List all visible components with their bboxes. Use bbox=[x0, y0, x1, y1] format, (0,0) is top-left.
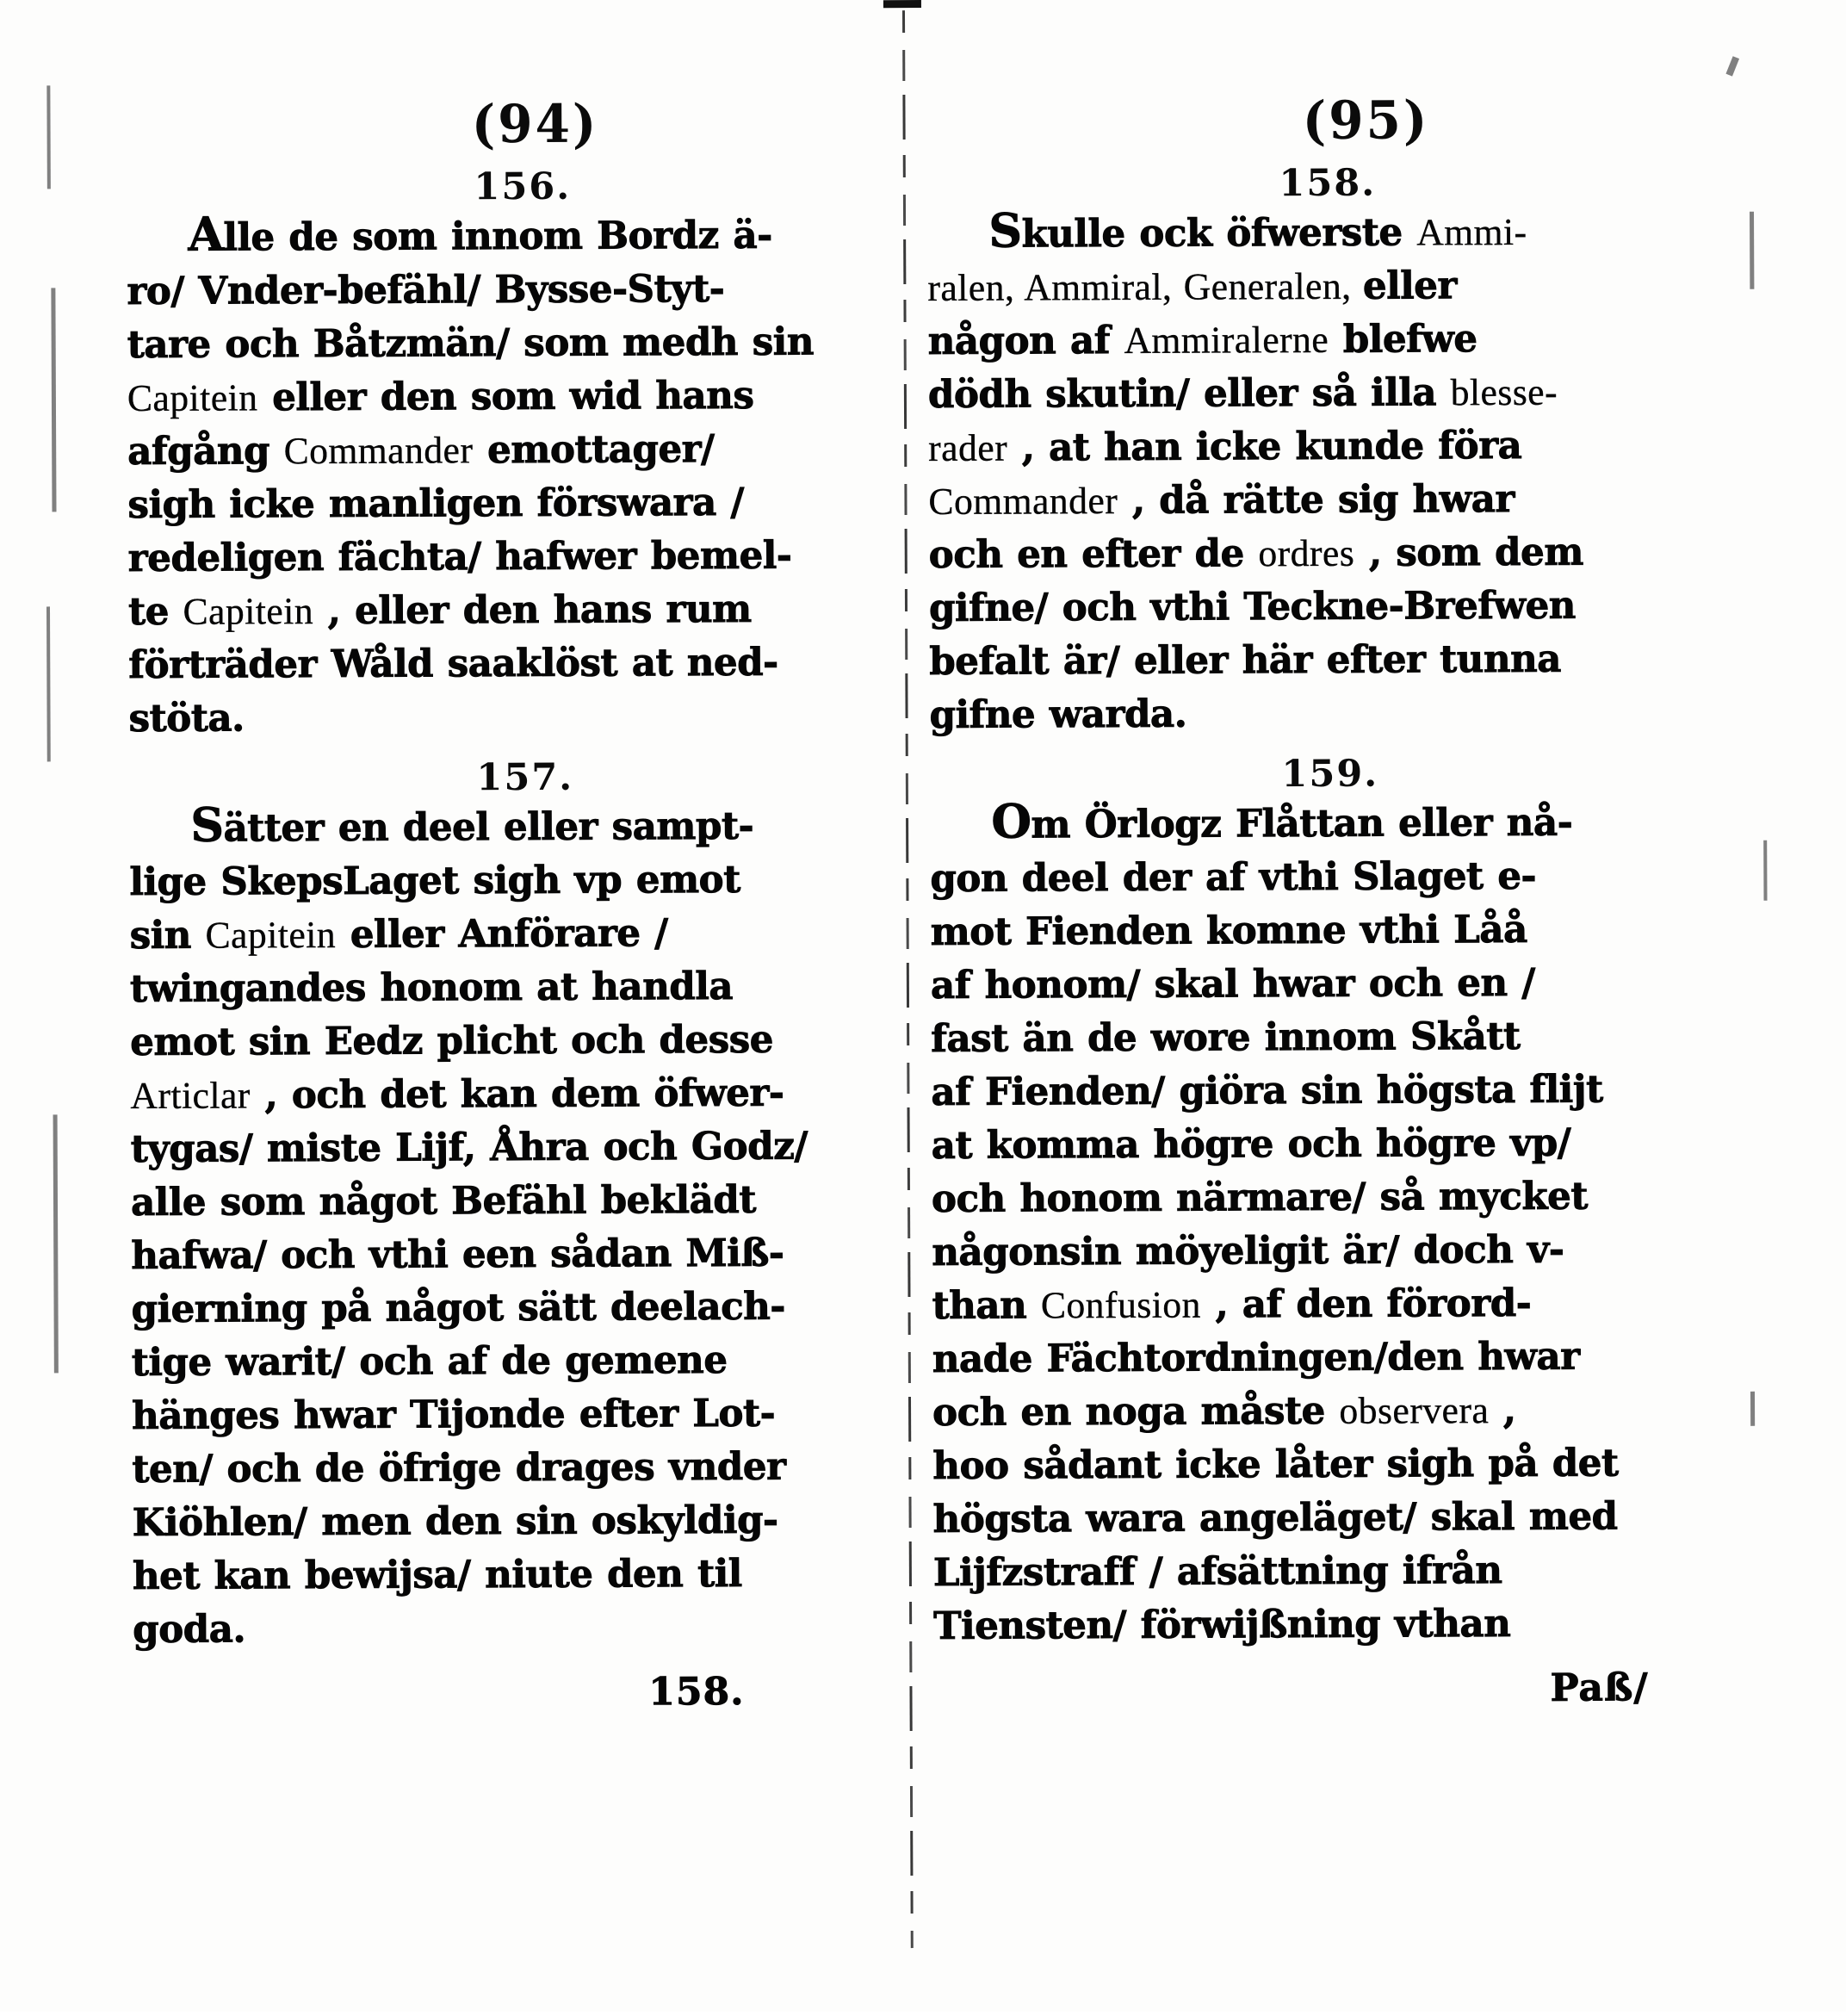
antiqua-word: blesse- bbox=[1450, 370, 1558, 414]
text-line bbox=[932, 1383, 1700, 1440]
fraktur-run: Sätter en deel eller sampt- bbox=[190, 797, 754, 853]
paragraph-initial-capital: S bbox=[190, 797, 224, 853]
column-divider-rule bbox=[902, 10, 914, 1948]
fraktur-run: at komma högre och högre vp/ bbox=[931, 1120, 1571, 1168]
text-line bbox=[929, 685, 1696, 742]
text-line bbox=[131, 1226, 881, 1283]
fraktur-run: afgång bbox=[127, 429, 284, 475]
text-line bbox=[127, 262, 877, 319]
text-line bbox=[128, 689, 878, 746]
text-line bbox=[933, 1597, 1700, 1653]
fraktur-run: stöta. bbox=[128, 696, 245, 741]
fraktur-run: högsta wara angeläget/ skal med bbox=[932, 1494, 1618, 1541]
scan-edge-speck bbox=[46, 606, 51, 761]
article-body bbox=[129, 799, 883, 1657]
fraktur-run: Lijfzstraff / afsättning ifrån bbox=[932, 1548, 1502, 1595]
fraktur-run: lige SkepsLaget sigh vp emot bbox=[129, 857, 740, 905]
fraktur-run: Om Örlogz Flåttan eller nå- bbox=[991, 793, 1573, 849]
fraktur-run: dödh skutin/ eller så illa bbox=[927, 370, 1451, 417]
fraktur-run: gon deel der af vthi Slaget e- bbox=[930, 853, 1537, 901]
fraktur-run: te bbox=[127, 589, 183, 635]
text-line bbox=[929, 579, 1696, 636]
scan-edge-speck bbox=[51, 288, 56, 512]
scan-edge-speck bbox=[1750, 1392, 1755, 1426]
antiqua-word: Ammiralerne bbox=[1124, 318, 1329, 362]
catchword-left: 158. bbox=[648, 1669, 745, 1715]
text-line bbox=[132, 1493, 882, 1550]
text-line bbox=[132, 1440, 882, 1497]
text-line bbox=[130, 1013, 880, 1070]
text-line bbox=[132, 1386, 882, 1443]
page-number-right: (95) bbox=[1302, 89, 1430, 152]
article-body bbox=[930, 793, 1700, 1653]
fraktur-run: gierning på något sätt deelach- bbox=[131, 1284, 786, 1332]
fraktur-run: alle som något Befähl beklädt bbox=[130, 1177, 756, 1225]
fraktur-run: gifne/ och vthi Teckne-Brefwen bbox=[928, 583, 1577, 630]
text-line bbox=[931, 1063, 1698, 1120]
fraktur-run: Kiöhlen/ men den sin oskyldig- bbox=[132, 1498, 778, 1546]
text-line bbox=[931, 956, 1698, 1013]
text-line bbox=[127, 475, 877, 532]
text-line bbox=[129, 799, 879, 856]
text-line bbox=[131, 1173, 881, 1230]
fraktur-run: twingandes honom at handla bbox=[129, 964, 734, 1012]
article-number: 158. bbox=[1279, 161, 1377, 206]
fraktur-run: Alle de som innom Bordz ä- bbox=[188, 206, 772, 262]
fraktur-run: och en efter de bbox=[928, 531, 1259, 577]
scan-edge-speck bbox=[1750, 212, 1754, 289]
text-line bbox=[128, 529, 878, 586]
text-line bbox=[932, 1490, 1700, 1547]
text-line bbox=[127, 369, 877, 425]
fraktur-run: tige warit/ och af de gemene bbox=[131, 1337, 728, 1386]
article-section bbox=[127, 164, 887, 746]
article-body bbox=[127, 208, 879, 746]
scan-edge-speck bbox=[1725, 56, 1739, 76]
fraktur-run: redeligen fächta/ hafwer bemel- bbox=[127, 533, 792, 581]
fraktur-run: tygas/ miste Lijf, Åhra och Godz/ bbox=[130, 1124, 808, 1172]
text-line bbox=[933, 1543, 1700, 1600]
fraktur-run: Tiensten/ förwijßning vthan bbox=[933, 1602, 1511, 1648]
fraktur-run: och en noga måste bbox=[932, 1388, 1340, 1435]
text-line bbox=[928, 312, 1695, 369]
antiqua-word: Capitein bbox=[205, 913, 337, 957]
antiqua-word: ordres bbox=[1258, 531, 1355, 575]
fraktur-run: , som dem bbox=[1354, 530, 1583, 575]
fraktur-run: och honom närmare/ så mycket bbox=[931, 1174, 1589, 1221]
article-number: 156. bbox=[474, 164, 572, 209]
fraktur-run: förträder Wåld saaklöst at ned- bbox=[128, 640, 778, 688]
text-line bbox=[130, 959, 880, 1016]
fraktur-run: goda. bbox=[133, 1607, 246, 1653]
scan-edge-speck bbox=[53, 1114, 59, 1373]
text-line bbox=[932, 1223, 1699, 1280]
text-line bbox=[131, 1280, 881, 1337]
article-section bbox=[930, 751, 1709, 1653]
fraktur-run: hänges hwar Tijonde efter Lot- bbox=[131, 1391, 776, 1439]
text-line bbox=[930, 793, 1697, 853]
text-line bbox=[929, 632, 1696, 689]
text-line bbox=[131, 1120, 881, 1176]
paragraph-initial-capital: O bbox=[991, 793, 1031, 849]
paragraph-initial-capital: A bbox=[188, 206, 224, 262]
article-section bbox=[129, 754, 891, 1657]
fraktur-run: ro/ Vnder-befähl/ Bysse-Styt- bbox=[127, 267, 725, 314]
binding-gutter-mark bbox=[883, 0, 921, 8]
fraktur-run: tare och Båtzmän/ som medh sin bbox=[127, 319, 815, 368]
antiqua-word: Articlar bbox=[130, 1074, 251, 1118]
text-line bbox=[932, 1116, 1699, 1173]
scan-edge-speck bbox=[1763, 841, 1767, 901]
text-line bbox=[130, 1066, 880, 1123]
text-line bbox=[931, 1009, 1698, 1066]
right-page-column bbox=[926, 0, 1710, 2012]
antiqua-word: ralen, Ammiral, Generalen, bbox=[927, 264, 1364, 309]
fraktur-run: hoo sådant icke låter sigh på det bbox=[932, 1441, 1619, 1488]
left-page-column bbox=[126, 0, 892, 2015]
fraktur-run: , at han icke kunde föra bbox=[1007, 423, 1522, 470]
fraktur-run: af honom/ skal hwar och en / bbox=[930, 960, 1535, 1008]
text-line bbox=[129, 853, 879, 909]
fraktur-run: than bbox=[932, 1283, 1042, 1328]
fraktur-run: emot sin Eedz plicht och desse bbox=[130, 1017, 774, 1065]
antiqua-word: Commander bbox=[928, 480, 1118, 523]
text-line bbox=[133, 1547, 883, 1603]
fraktur-run: het kan bewijsa/ niute den til bbox=[132, 1551, 742, 1599]
right-sections-container bbox=[927, 160, 1709, 1653]
text-line bbox=[932, 1276, 1699, 1333]
fraktur-run: mot Fienden komne vthi Låå bbox=[930, 907, 1527, 954]
text-line bbox=[133, 1600, 883, 1657]
fraktur-run: , då rätte sig hwar bbox=[1118, 476, 1515, 524]
text-line bbox=[931, 903, 1698, 959]
fraktur-run: sigh icke manligen förswara / bbox=[127, 480, 744, 528]
antiqua-word: rader bbox=[928, 426, 1008, 469]
text-line bbox=[927, 202, 1694, 262]
fraktur-run: sin bbox=[129, 913, 206, 958]
left-sections-container bbox=[127, 164, 891, 1657]
text-line bbox=[932, 1330, 1700, 1386]
fraktur-run: fast än de wore innom Skått bbox=[931, 1014, 1521, 1061]
text-line bbox=[928, 472, 1695, 529]
text-line bbox=[132, 1333, 882, 1390]
fraktur-run: eller bbox=[1362, 264, 1458, 308]
fraktur-run: Skulle ock öfwerste bbox=[988, 202, 1417, 258]
text-line bbox=[130, 906, 880, 963]
antiqua-word: Capitein bbox=[183, 590, 314, 633]
fraktur-run: eller Anförare / bbox=[336, 911, 668, 957]
fraktur-run: , och det kan dem öfwer- bbox=[250, 1070, 784, 1118]
fraktur-run: någon af bbox=[927, 318, 1124, 363]
text-line bbox=[930, 849, 1697, 906]
page-number-left: (94) bbox=[471, 92, 599, 155]
fraktur-run: någonsin möyeligit är/ doch v- bbox=[932, 1227, 1564, 1275]
text-line bbox=[128, 582, 878, 639]
text-line bbox=[128, 636, 878, 692]
text-line bbox=[927, 258, 1694, 315]
article-number: 157. bbox=[476, 755, 574, 800]
text-line bbox=[928, 365, 1695, 422]
antiqua-word: Capitein bbox=[127, 376, 258, 420]
fraktur-run: , eller den hans rum bbox=[313, 586, 752, 634]
text-line bbox=[127, 422, 877, 479]
fraktur-run: , bbox=[1489, 1388, 1516, 1433]
fraktur-run: , af den förord- bbox=[1200, 1281, 1532, 1327]
fraktur-run: befalt är/ eller här efter tunna bbox=[929, 636, 1562, 684]
scan-edge-speck bbox=[46, 85, 51, 189]
text-line bbox=[928, 419, 1695, 475]
fraktur-run: emottager/ bbox=[473, 427, 715, 473]
text-line bbox=[932, 1169, 1699, 1226]
antiqua-word: observera bbox=[1339, 1389, 1490, 1432]
fraktur-run: eller den som wid hans bbox=[257, 373, 754, 420]
fraktur-run: nade Fächtordningen/den hwar bbox=[932, 1334, 1580, 1381]
fraktur-run: ten/ och de öfrige drages vnder bbox=[132, 1444, 786, 1492]
article-body bbox=[927, 202, 1697, 742]
text-line bbox=[932, 1436, 1700, 1493]
article-section bbox=[927, 160, 1705, 742]
text-line bbox=[929, 525, 1696, 582]
paragraph-initial-capital: S bbox=[988, 202, 1022, 258]
fraktur-run: hafwa/ och vthi een sådan Miß- bbox=[131, 1231, 784, 1279]
text-line bbox=[127, 315, 877, 372]
fraktur-run: blefwe bbox=[1329, 317, 1477, 362]
catchword-right: Paß/ bbox=[1550, 1666, 1649, 1710]
text-line bbox=[127, 208, 877, 265]
article-number: 159. bbox=[1281, 752, 1379, 797]
antiqua-word: Commander bbox=[283, 429, 474, 473]
fraktur-run: af Fienden/ giöra sin högsta flijt bbox=[931, 1067, 1603, 1114]
fraktur-run: gifne warda. bbox=[929, 692, 1187, 737]
antiqua-word: Confusion bbox=[1040, 1283, 1201, 1327]
antiqua-word: Ammi- bbox=[1416, 210, 1527, 254]
